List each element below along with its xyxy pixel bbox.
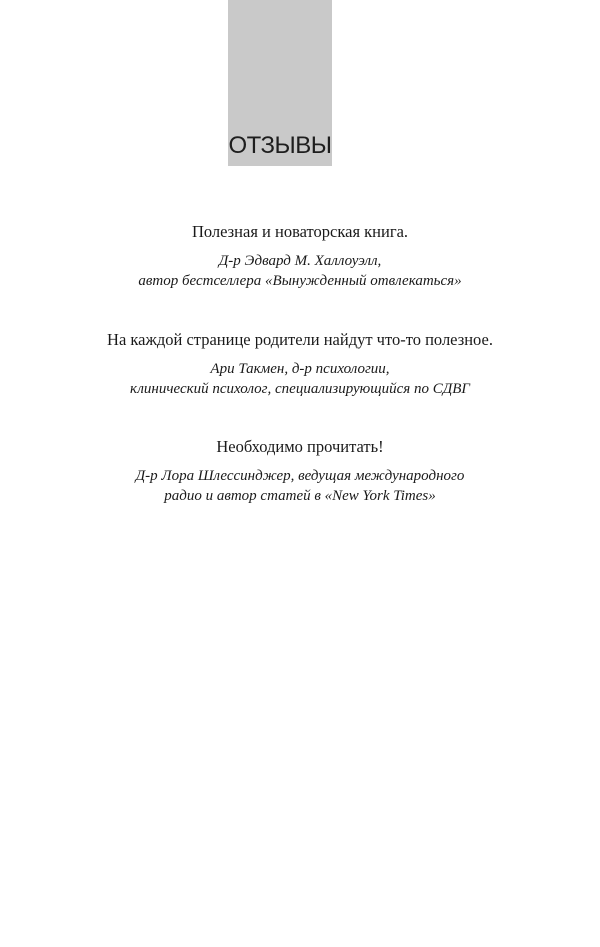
review-author-line: Д-р Лора Шлессинджер, ведущая международного xyxy=(135,468,465,484)
review-author xyxy=(0,359,600,399)
review-quote: На каждой странице родители найдут что-то полезное. xyxy=(107,330,493,349)
review-quote: Полезная и новаторская книга. xyxy=(191,222,409,241)
section-header-block xyxy=(228,0,332,166)
review-author-line: Ари Такмен, д-р психологии, xyxy=(210,361,390,377)
review-author xyxy=(0,466,600,506)
review-author-line: радио и автор статей в «New York Times» xyxy=(164,488,436,504)
review-quote: Необходимо прочитать! xyxy=(216,437,384,456)
review-author-line: клинический психолог, специализирующийся по СДВГ xyxy=(130,381,470,397)
review-author xyxy=(0,251,600,291)
review-item xyxy=(0,330,600,399)
review-item xyxy=(0,222,600,291)
review-author-line: Д-р Эдвард М. Халлоуэлл, xyxy=(218,253,382,269)
page-title: ОТЗЫВЫ xyxy=(228,132,332,159)
review-item xyxy=(0,437,600,506)
review-author-line: автор бестселлера «Вынужденный отвлекаться» xyxy=(138,273,462,289)
